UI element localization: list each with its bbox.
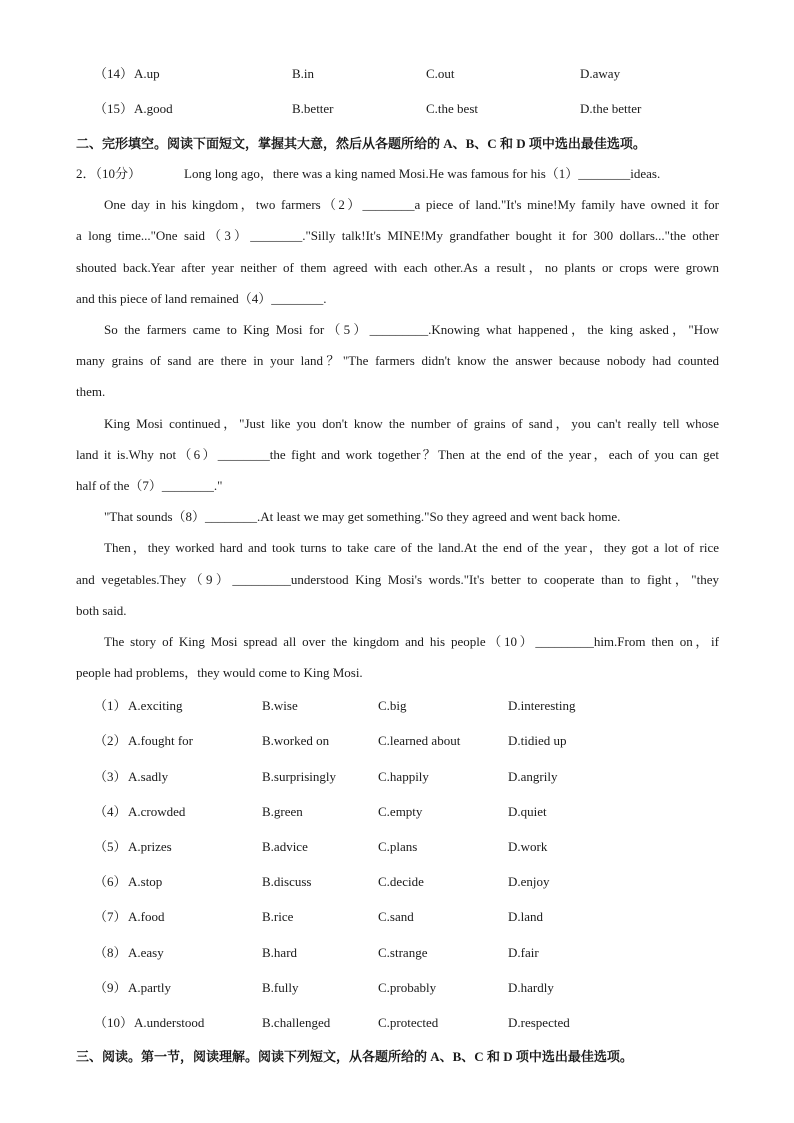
option-c: C.the best bbox=[426, 101, 478, 116]
passage-line: many grains of sand are there in your land？"The farmers didn't know the answer because nobody had counted bbox=[76, 353, 719, 368]
option-a: A.easy bbox=[128, 945, 164, 960]
option-a: A.fought for bbox=[128, 733, 193, 748]
option-number: （8） bbox=[94, 945, 127, 960]
option-row bbox=[0, 978, 794, 998]
option-a: A.sadly bbox=[128, 769, 169, 784]
option-b: B.surprisingly bbox=[262, 769, 337, 784]
passage-line: One day in his kingdom，two farmers（2）________a piece of land."It's mine!My family have owned it for bbox=[104, 197, 719, 212]
option-c: C.happily bbox=[378, 769, 429, 784]
option-number: （5） bbox=[94, 839, 127, 854]
passage-line: King Mosi continued，"Just like you don't know the number of grains of sand，you can't really tell whose bbox=[104, 416, 719, 431]
option-d: D.the better bbox=[580, 101, 642, 116]
option-d: D.quiet bbox=[508, 804, 547, 819]
passage-line: and this piece of land remained（4）________. bbox=[76, 291, 327, 306]
option-d: D.interesting bbox=[508, 698, 576, 713]
option-c: C.empty bbox=[378, 804, 423, 819]
option-a: A.food bbox=[128, 909, 165, 924]
passage-line: shouted back.Year after year neither of them agreed with each other.As a result，no plants or crops were grown bbox=[76, 260, 719, 275]
option-c: C.learned about bbox=[378, 733, 461, 748]
option-a: A.good bbox=[134, 101, 173, 116]
option-row-15 bbox=[0, 99, 794, 119]
option-number: （2） bbox=[94, 733, 127, 748]
option-b: B.better bbox=[292, 101, 334, 116]
option-number: （3） bbox=[94, 769, 127, 784]
option-row bbox=[0, 872, 794, 892]
option-row bbox=[0, 696, 794, 716]
option-row bbox=[0, 1013, 794, 1033]
option-a: A.understood bbox=[134, 1015, 205, 1030]
option-d: D.fair bbox=[508, 945, 539, 960]
option-row bbox=[0, 907, 794, 927]
passage-line: So the farmers came to King Mosi for（5）_________.Knowing what happened，the king asked，"How bbox=[104, 322, 719, 337]
passage-line: "That sounds（8）________.At least we may get something."So they agreed and went back home. bbox=[104, 509, 621, 524]
option-row bbox=[0, 943, 794, 963]
option-b: B.green bbox=[262, 804, 303, 819]
option-b: B.hard bbox=[262, 945, 298, 960]
passage-line: and vegetables.They（9）_________understood King Mosi's words."It's better to cooperate than to fight，"they bbox=[76, 572, 719, 587]
option-row bbox=[0, 731, 794, 751]
passage-line: both said. bbox=[76, 603, 127, 618]
section-heading-reading: 三、阅读。第一节，阅读理解。阅读下列短文，从各题所给的 A、B、C 和 D 项中选出最佳选项。 bbox=[76, 1049, 633, 1064]
passage-line: people had problems，they would come to King Mosi. bbox=[76, 665, 363, 680]
option-b: B.in bbox=[292, 66, 315, 81]
passage-line: them. bbox=[76, 384, 106, 399]
option-d: D.enjoy bbox=[508, 874, 550, 889]
option-c: C.out bbox=[426, 66, 455, 81]
option-d: D.tidied up bbox=[508, 733, 567, 748]
option-number: （9） bbox=[94, 980, 127, 995]
option-d: D.away bbox=[580, 66, 621, 81]
option-d: D.angrily bbox=[508, 769, 558, 784]
option-a: A.crowded bbox=[128, 804, 186, 819]
option-b: B.challenged bbox=[262, 1015, 331, 1030]
option-b: B.worked on bbox=[262, 733, 330, 748]
section-heading-cloze: 二、完形填空。阅读下面短文，掌握其大意，然后从各题所给的 A、B、C 和 D 项中选出最佳选项。 bbox=[76, 136, 646, 151]
option-b: B.rice bbox=[262, 909, 294, 924]
option-a: A.prizes bbox=[128, 839, 172, 854]
option-c: C.big bbox=[378, 698, 407, 713]
option-row bbox=[0, 767, 794, 787]
option-a: A.exciting bbox=[128, 698, 183, 713]
passage-line: a long time..."One said（3）________."Silly talk!It's MINE!My grandfather bought it for 300 dollars..."the other bbox=[76, 228, 719, 243]
option-number: （15） bbox=[94, 101, 134, 116]
option-b: B.discuss bbox=[262, 874, 312, 889]
passage-line: Long long ago，there was a king named Mosi.He was famous for his（1）________ideas. bbox=[184, 166, 661, 181]
option-b: B.wise bbox=[262, 698, 298, 713]
passage-line: Then，they worked hard and took turns to take care of the land.At the end of the year，they got a lot of rice bbox=[104, 540, 719, 555]
option-c: C.decide bbox=[378, 874, 424, 889]
option-number: （14） bbox=[94, 66, 134, 81]
question-number: 2．（10分） bbox=[76, 166, 142, 181]
passage-line: half of the（7）________." bbox=[76, 478, 223, 493]
option-d: D.respected bbox=[508, 1015, 570, 1030]
option-number: （10） bbox=[94, 1015, 134, 1030]
option-c: C.strange bbox=[378, 945, 428, 960]
option-row bbox=[0, 837, 794, 857]
option-row bbox=[0, 802, 794, 822]
option-c: C.protected bbox=[378, 1015, 439, 1030]
option-d: D.land bbox=[508, 909, 544, 924]
option-a: A.up bbox=[134, 66, 160, 81]
option-number: （7） bbox=[94, 909, 127, 924]
option-b: B.advice bbox=[262, 839, 308, 854]
option-c: C.plans bbox=[378, 839, 418, 854]
option-c: C.sand bbox=[378, 909, 414, 924]
option-a: A.partly bbox=[128, 980, 171, 995]
option-number: （6） bbox=[94, 874, 127, 889]
option-number: （4） bbox=[94, 804, 127, 819]
passage-line: The story of King Mosi spread all over the kingdom and his people（10）_________him.From then on，if bbox=[104, 634, 719, 649]
option-number: （1） bbox=[94, 698, 127, 713]
option-d: D.work bbox=[508, 839, 548, 854]
option-b: B.fully bbox=[262, 980, 299, 995]
option-d: D.hardly bbox=[508, 980, 554, 995]
option-row-14 bbox=[0, 64, 794, 84]
option-c: C.probably bbox=[378, 980, 437, 995]
option-a: A.stop bbox=[128, 874, 163, 889]
passage-line: land it is.Why not（6）________the fight and work together？Then at the end of the year，each of you can get bbox=[76, 447, 719, 462]
